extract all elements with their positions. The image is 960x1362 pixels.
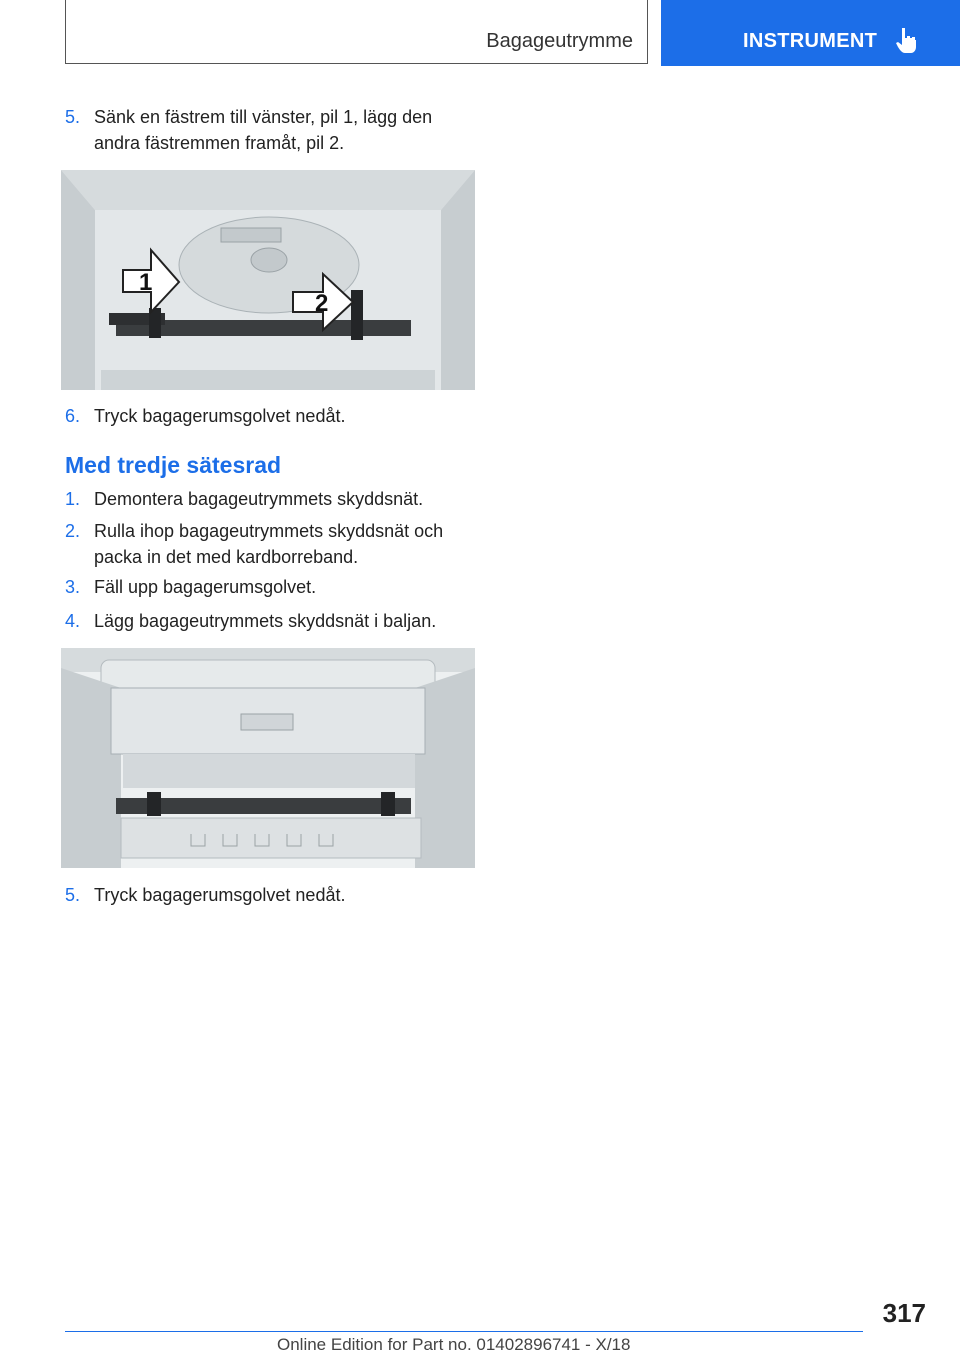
page-number: 317 [882,1298,926,1328]
step-text: Demontera bagageutrymmets skyddsnät. [94,489,424,509]
tab-label: INSTRUMENT [743,30,878,52]
figure-trunk-straps [61,170,475,390]
footer-divider [65,1331,863,1332]
step-text: Tryck bagagerumsgolvet nedåt. [94,885,346,905]
step-item [65,518,475,570]
arrow-label-1: 1 [139,269,153,296]
arrow-label-2: 2 [315,290,329,317]
step-item [65,104,475,156]
footer-edition-text: Online Edition for Part no. 01402896741 - X/18 [277,1335,631,1354]
step-number: 3. [65,577,81,597]
step-number: 2. [65,521,81,541]
step-item [65,403,475,429]
figure-trunk-net-stowed [61,648,475,868]
header-section-box [65,0,648,64]
step-text: Lägg bagageutrymmets skyddsnät i baljan. [94,611,437,631]
step-text: Tryck bagagerumsgolvet nedåt. [94,406,346,426]
step-item [65,882,475,908]
step-number: 4. [65,611,81,631]
step-item [65,608,475,634]
step-item [65,574,475,600]
step-number: 1. [65,489,81,509]
section-heading: Med tredje sätesrad [65,452,282,478]
section-title: Bagageutrymme [486,30,633,52]
hand-pointer-icon [895,26,919,54]
step-number: 6. [65,406,81,426]
step-number: 5. [65,885,81,905]
step-number: 5. [65,107,81,127]
step-item [65,486,475,512]
step-text: Fäll upp bagagerumsgolvet. [94,577,317,597]
step-text: Rulla ihop bagageutrymmets skyddsnät och packa in det med kardborreband. [94,521,444,567]
step-text: Sänk en fästrem till vänster, pil 1, lägg den andra fästremmen framåt, pil 2. [94,107,433,153]
tab-instrument[interactable] [661,0,960,66]
